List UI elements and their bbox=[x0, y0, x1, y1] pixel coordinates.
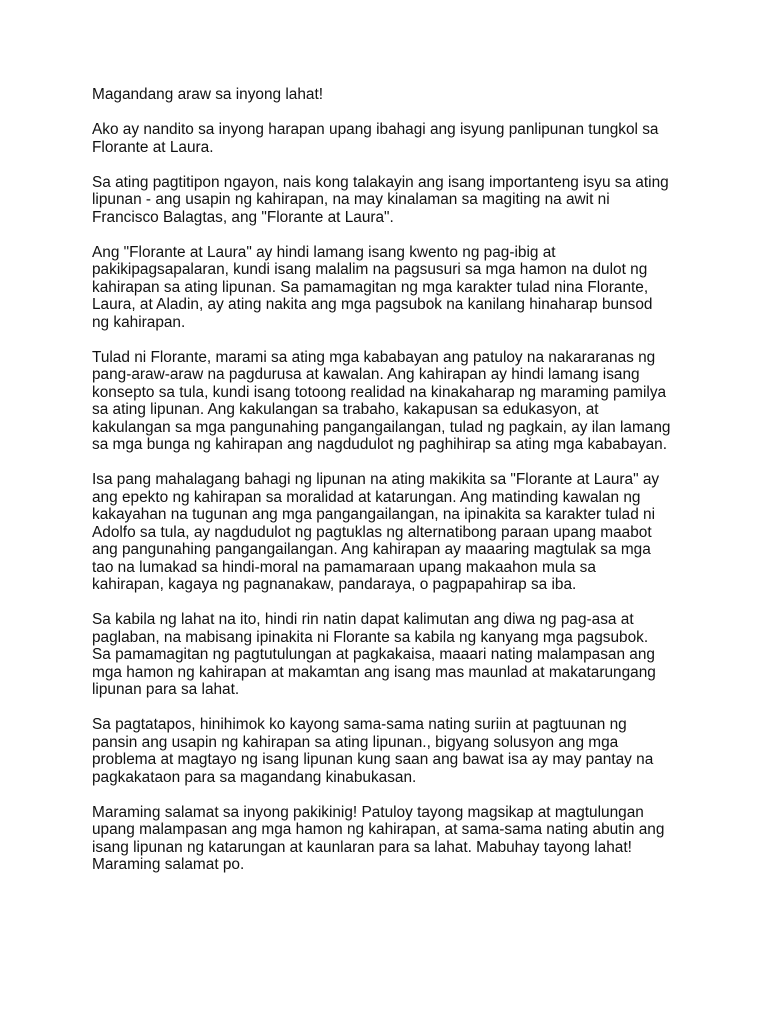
text-line: Ako ay nandito sa inyong harapan upang ibahagi ang isyung panlipunan tungkol sa bbox=[92, 121, 659, 138]
paragraph bbox=[92, 174, 692, 227]
text-line: ng kahirapan. bbox=[92, 313, 186, 331]
paragraph bbox=[92, 804, 692, 874]
text-line: Laura, at Aladin, ay ating nakita ang mga pagsubok na kanilang hinaharap bunsod bbox=[92, 296, 653, 313]
text-line: pakikipagsapalaran, kundi isang malalim na pagsusuri sa mga hamon na dulot ng bbox=[92, 261, 648, 278]
text-line: kahirapan sa ating lipunan. Sa pamamagitan ng mga karakter tulad nina Florante, bbox=[92, 278, 649, 296]
paragraph bbox=[92, 716, 692, 786]
text-line: Tulad ni Florante, marami sa ating mga kababayan ang patuloy na nakararanas ng bbox=[92, 348, 656, 366]
text-line: upang malampasan ang mga hamon ng kahirapan, at sama-sama nating abutin ang bbox=[92, 821, 665, 838]
text-line: kakayahan na tugunan ang mga pangangailangan, na ipinakita sa karakter tulad ni bbox=[92, 506, 656, 523]
paragraph bbox=[92, 611, 692, 699]
text-line: isang lipunan ng katarungan at kaunlaran para sa lahat. Mabuhay tayong lahat! bbox=[92, 838, 632, 856]
text-line: Sa kabila ng lahat na ito, hindi rin natin dapat kalimutan ang diwa ng pag-asa at bbox=[92, 611, 634, 628]
text-line: Maraming salamat po. bbox=[92, 856, 245, 873]
text-line: pagkakataon para sa magandang kinabukasan. bbox=[92, 768, 417, 786]
text-line: ang epekto ng kahirapan sa moralidad at katarungan. Ang matinding kawalan ng bbox=[92, 488, 641, 506]
text-line: Maraming salamat sa inyong pakikinig! Patuloy tayong magsikap at magtulungan bbox=[92, 803, 644, 821]
paragraph bbox=[92, 349, 692, 454]
text-line: Isa pang mahalagang bahagi ng lipunan na ating makikita sa "Florante at Laura" ay bbox=[92, 471, 660, 488]
document-body bbox=[92, 86, 692, 891]
text-line: tao na lumakad sa hindi-moral na pamamaraan upang makaahon mula sa bbox=[92, 558, 596, 576]
text-line: Sa ating pagtitipon ngayon, nais kong talakayin ang isang importanteng isyu sa ating bbox=[92, 173, 669, 191]
text-line: pansin ang usapin ng kahirapan sa ating lipunan., bigyang solusyon ang mga bbox=[92, 733, 619, 751]
paragraph bbox=[92, 471, 692, 594]
paragraph bbox=[92, 86, 692, 104]
text-line: Sa pamamagitan ng pagtutulungan at pagkakaisa, maaari nating malampasan ang bbox=[92, 646, 655, 663]
text-line: Ang "Florante at Laura" ay hindi lamang isang kwento ng pag-ibig at bbox=[92, 243, 556, 261]
text-line: mga hamon ng kahirapan at makamtan ang isang mas maunlad at makatarungang bbox=[92, 663, 656, 681]
text-line: sa ating lipunan. Ang kakulangan sa trabaho, kakapusan sa edukasyon, at bbox=[92, 401, 599, 418]
text-line: konsepto sa tula, kundi isang totoong realidad na kinakaharap ng maraming pamilya bbox=[92, 383, 667, 401]
paragraph bbox=[92, 121, 692, 156]
text-line: lipunan - ang usapin ng kahirapan, na may kinalaman sa magiting na awit ni bbox=[92, 191, 610, 208]
text-line: lipunan para sa lahat. bbox=[92, 681, 240, 698]
text-line: problema at magtayo ng isang lipunan kung saan ang bawat isa ay may pantay na bbox=[92, 751, 654, 768]
text-line: Sa pagtatapos, hinihimok ko kayong sama-sama nating suriin at pagtuunan ng bbox=[92, 716, 627, 733]
text-line: Magandang araw sa inyong lahat! bbox=[92, 86, 324, 103]
text-line: paglaban, na mabisang ipinakita ni Florante sa kabila ng kanyang mga pagsubok. bbox=[92, 628, 649, 646]
text-line: pang-araw-araw na pagdurusa at kawalan. Ang kahirapan ay hindi lamang isang bbox=[92, 366, 640, 383]
text-line: ang pangunahing pangangailangan. Ang kahirapan ay maaaring magtulak sa mga bbox=[92, 541, 651, 558]
text-line: Florante at Laura. bbox=[92, 138, 214, 156]
text-line: Francisco Balagtas, ang "Florante at Laura". bbox=[92, 208, 394, 226]
text-line: sa mga bunga ng kahirapan ang nagdudulot ng paghihirap sa ating mga kababayan. bbox=[92, 436, 668, 453]
text-line: kakulangan sa mga pangunahing pangangailangan, tulad ng pagkain, ay ilan lamang bbox=[92, 418, 671, 436]
text-line: Adolfo sa tula, ay nagdudulot ng pagtuklas ng alternatibong paraan upang maabot bbox=[92, 523, 652, 541]
text-line: kahirapan, kagaya ng pagnanakaw, pandaraya, o pagpapahirap sa iba. bbox=[92, 576, 577, 593]
paragraph bbox=[92, 244, 692, 332]
